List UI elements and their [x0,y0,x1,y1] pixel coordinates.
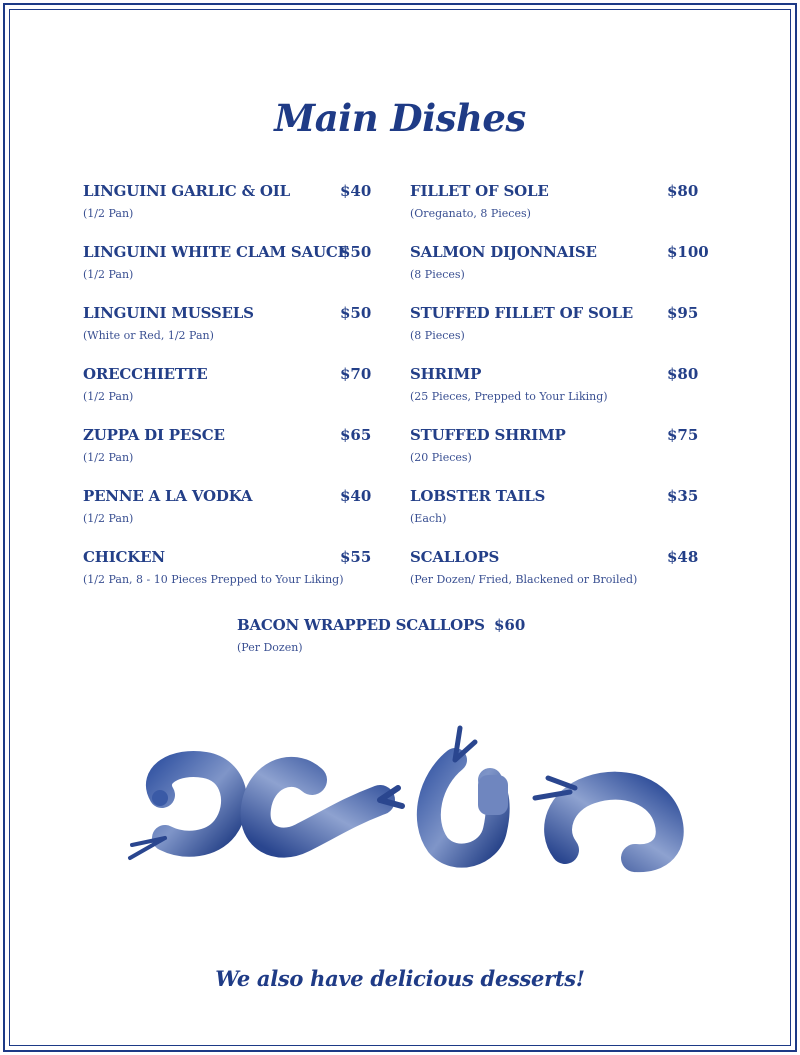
item-name: SCALLOPS [410,548,500,566]
menu-item [83,304,373,365]
item-name: LINGUINI WHITE CLAM SAUCE [83,243,349,261]
item-name: PENNE A LA VODKA [83,487,253,505]
item-description: (25 Pieces, Prepped to Your Liking) [410,390,608,403]
menu-item [410,182,710,243]
item-price: $50 [340,304,372,322]
shrimp-illustration [120,720,690,880]
menu-item [83,243,373,304]
item-price: $48 [667,548,699,566]
item-description: (White or Red, 1/2 Pan) [83,329,214,342]
menu-item [410,243,710,304]
item-price: $40 [340,182,372,200]
item-description: (8 Pieces) [410,268,465,281]
item-name: ORECCHIETTE [83,365,208,383]
item-price: $40 [340,487,372,505]
right-menu-column [410,182,710,609]
item-name: STUFFED SHRIMP [410,426,566,444]
item-name: ZUPPA DI PESCE [83,426,225,444]
item-price: $80 [667,182,699,200]
shrimp-1 [130,764,234,858]
menu-item-center [237,616,537,661]
menu-item [83,182,373,243]
shrimp-4 [535,778,670,858]
item-description: (Per Dozen) [237,641,303,654]
menu-item [83,487,373,548]
item-price: $80 [667,365,699,383]
menu-title: Main Dishes [274,96,526,140]
item-name: FILLET OF SOLE [410,182,549,200]
item-price: $75 [667,426,699,444]
item-description: (1/2 Pan) [83,451,134,464]
item-description: (8 Pieces) [410,329,465,342]
item-description: (1/2 Pan) [83,512,134,525]
footer-note: We also have delicious desserts! [215,966,585,991]
item-price: $60 [494,616,526,634]
menu-item [83,426,373,487]
item-name: LINGUINI MUSSELS [83,304,254,322]
item-price: $35 [667,487,699,505]
item-price: $95 [667,304,699,322]
item-price: $55 [340,548,372,566]
item-name: SHRIMP [410,365,482,383]
item-price: $100 [667,243,709,261]
item-name: CHICKEN [83,548,165,566]
menu-item [410,426,710,487]
menu-item [410,487,710,548]
item-name: STUFFED FILLET OF SOLE [410,304,634,322]
menu-item [410,304,710,365]
item-description: (Per Dozen/ Fried, Blackened or Broiled) [410,573,638,586]
item-description: (20 Pieces) [410,451,472,464]
item-price: $50 [340,243,372,261]
item-price: $65 [340,426,372,444]
menu-item [410,365,710,426]
item-price: $70 [340,365,372,383]
menu-item [83,548,373,609]
shrimp-3 [429,728,508,856]
left-menu-column [83,182,373,609]
item-description: (Oreganato, 8 Pieces) [410,207,531,220]
item-description: (1/2 Pan) [83,390,134,403]
item-description: (1/2 Pan) [83,207,134,220]
item-description: (1/2 Pan) [83,268,134,281]
item-name: LINGUINI GARLIC & OIL [83,182,290,200]
item-name: SALMON DIJONNAISE [410,243,597,261]
shrimp-2 [256,772,402,843]
menu-item [410,548,710,609]
item-description: (Each) [410,512,447,525]
menu-item [83,365,373,426]
item-name: LOBSTER TAILS [410,487,546,505]
item-description: (1/2 Pan, 8 - 10 Pieces Prepped to Your Liking) [83,573,344,586]
item-name: BACON WRAPPED SCALLOPS [237,616,485,634]
